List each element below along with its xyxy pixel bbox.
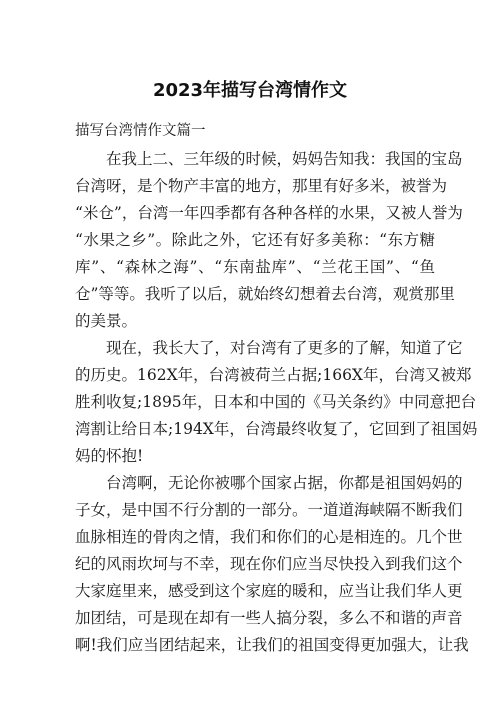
text-line: 湾割让给日本;194X年，台湾最终收复了，它回到了祖国妈	[75, 420, 478, 438]
section-heading: 描写台湾情作文篇一	[75, 123, 206, 139]
text-line: 仓”等等。我听了以后，就始终幻想着去台湾，观赏那里	[75, 285, 455, 303]
text-line: 在我上二、三年级的时候，妈妈告知我：我国的宝岛	[106, 150, 463, 168]
paragraph-3	[75, 470, 469, 659]
text-line: 大家庭里来，感受到这个家庭的暖和，应当让我们华人更	[75, 582, 463, 600]
text-line: 台湾啊，无论你被哪个国家占据，你都是祖国妈妈的	[106, 474, 463, 492]
paragraph-2	[75, 335, 478, 470]
text-line: 的历史。162X年，台湾被荷兰占据;166X年，台湾又被郑	[75, 366, 472, 384]
text-line: 子女，是中国不行分割的一部分。一道道海峡隔不断我们	[75, 501, 463, 519]
text-line: 台湾呀，是个物产丰富的地方，那里有好多米，被誉为	[75, 177, 448, 195]
document-title: 2023年描写台湾情作文	[152, 80, 348, 101]
text-line: 胜利收复;1895年，日本和中国的《马关条约》中同意把台	[75, 393, 477, 411]
text-line: 的美景。	[75, 312, 138, 330]
text-line: 库”、“森林之海”、“东南盐库”、“兰花王国”、“鱼	[75, 258, 435, 276]
text-line: 现在，我长大了，对台湾有了更多的了解，知道了它	[106, 339, 463, 357]
text-line: 纪的风雨坎坷与不幸，现在你们应当尽快投入到我们这个	[75, 555, 463, 573]
text-line: 啊!我们应当团结起来，让我们的祖国变得更加强大，让我	[75, 636, 469, 654]
paragraph-1	[75, 146, 463, 335]
text-line: 妈的怀抱!	[75, 447, 144, 465]
text-line: 加团结，可是现在却有一些人搞分裂，多么不和谐的声音	[75, 609, 463, 627]
text-line: 血脉相连的骨肉之情，我们和你们的心是相连的。几个世	[75, 528, 463, 546]
essay-body	[75, 146, 478, 659]
text-line: “水果之乡”。除此之外，它还有好多美称：“东方糖	[75, 231, 435, 249]
text-line: “米仓”，台湾一年四季都有各种各样的水果，又被人誉为	[75, 204, 463, 222]
